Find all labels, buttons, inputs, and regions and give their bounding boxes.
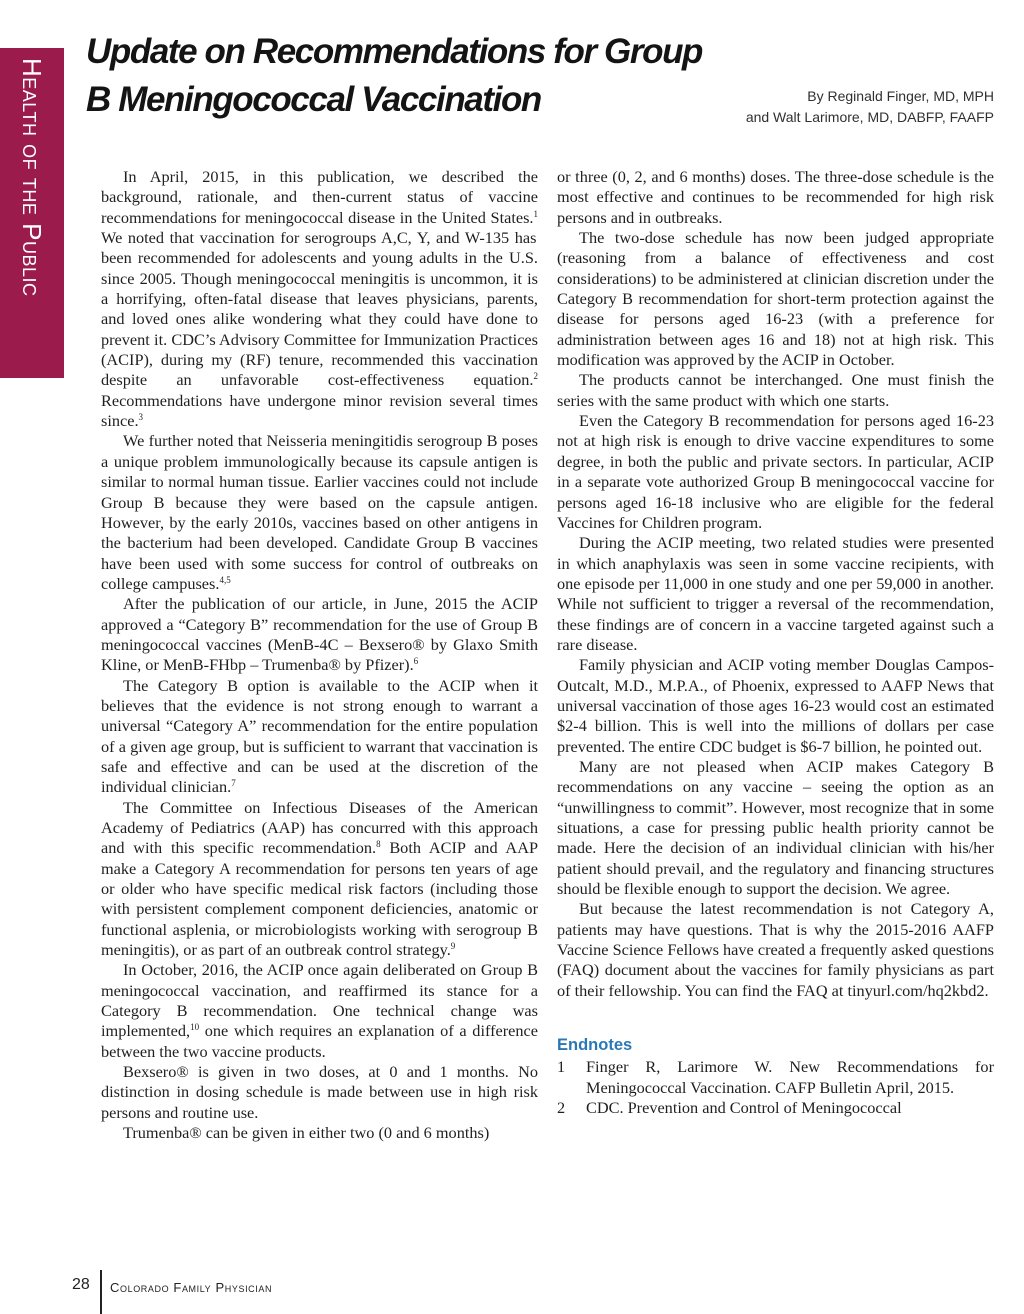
paragraph: Bexsero® is given in two doses, at 0 and 1 months. No distinction in dosing schedule is made between use in high risk persons and routine use. — [101, 1062, 538, 1122]
magazine-name: Colorado Family Physician — [110, 1280, 273, 1295]
paragraph: Family physician and ACIP voting member Douglas Campos-Outcalt, M.D., M.P.A., of Phoenix, expressed to AAFP News that universal vaccination of those ages 16-23 would cost an estimated $2-4 billion. This is well into the millions of dollars per case prevented. The entire CDC budget is $6-7 billion, he pointed out. — [557, 655, 994, 756]
citation: 2 — [533, 371, 538, 382]
paragraph: The Category B option is available to the ACIP when it believes that the evidence is not strong enough to warrant a universal “Category A” recommendation for the entire population of a given age group, but is sufficient to warrant that vaccination is safe and effective and can be used at the discretion of the individual clinician.$^7$ — [101, 675, 538, 797]
paragraph: In October, 2016, the ACIP once again deliberated on Group B meningococcal vaccination, and reaffirmed its stance for a Category B recommendation. One technical change was implemented,$^{10}$ one which requires an explanation of a difference between the two vaccine products. — [101, 960, 538, 1061]
paragraph: The two-dose schedule has now been judged appropriate (reasoning from a balance of effectiveness and cost considerations) to be administered at clinician discretion under the Category B recommendation for short-term protection against the disease for persons aged 16-23 (with a preference for administration between ages 16 and 18) not at high risk. This modification was approved by the ACIP in October. — [557, 228, 994, 370]
endnote-number: 2 — [557, 1098, 566, 1118]
citation: 3 — [138, 412, 144, 423]
citation: 10 — [190, 1022, 200, 1033]
section-label: Health of the Public — [17, 58, 47, 297]
endnote-item — [557, 1098, 994, 1118]
paragraph: After the publication of our article, in June, 2015 the ACIP approved a “Category B” recommendation for the use of Group B meningococcal vaccines (MenB-4C – Bexsero® by Glaxo Smith Kline, or MenB-FHbp – Trumenba® by Pfizer).$^6$ — [101, 594, 538, 675]
endnote-item — [557, 1057, 994, 1098]
citation: 6 — [413, 656, 419, 667]
byline — [746, 86, 994, 128]
footer-divider — [100, 1270, 102, 1314]
right-column — [557, 167, 994, 1118]
endnote-text: Finger R, Larimore W. New Recommendations for Meningococcal Vaccination. CAFP Bulletin April, 2015. — [586, 1057, 994, 1097]
endnote-text: CDC. Prevention and Control of Meningococcal — [586, 1098, 902, 1118]
citation: 7 — [231, 778, 236, 789]
byline-line-2: and Walt Larimore, MD, DABFP, FAAFP — [745, 109, 994, 125]
citation: 1 — [533, 208, 538, 219]
paragraph: But because the latest recommendation is not Category A, patients may have questions. That is why the 2015-2016 AAFP Vaccine Science Fellows have created a frequently asked questions (FAQ) document about the vaccines for family physicians as part of their fellowship. You can find the FAQ at tinyurl.com/hq2kbd2. — [557, 899, 994, 1000]
citation: 4,5 — [219, 574, 231, 585]
byline-line-1: By Reginald Finger, MD, MPH — [807, 88, 994, 104]
paragraph: In April, 2015, in this publication, we described the background, rationale, and then-current status of vaccine recommendations for meningococcal disease in the United States.$^1$ We noted that vaccination for serogroups A,C, Y, and W-135 has been recommended for adolescents and young adults in the U.S. since 2005. Though meningococcal meningitis is uncommon, it is a horrifying, often-fatal disease that leaves physicians, parents, and loved ones alike wondering what they could have done to prevent it. CDC’s Advisory Committee for Immunization Practices (ACIP), during my (RF) tenure, recommended this vaccination despite an unfavorable cost-effectiveness equation.$^2$ Recommendations have undergone minor revision several times since.$^3$ — [101, 167, 538, 431]
paragraph: Trumenba® can be given in either two (0 and 6 months) — [123, 1123, 490, 1143]
paragraph: The products cannot be interchanged. One must finish the series with the same product with which one starts. — [557, 370, 994, 410]
article-title: Update on Recommendations for Group B Meningococcal Vaccination — [86, 32, 703, 119]
paragraph: or three (0, 2, and 6 months) doses. The three-dose schedule is the most effective and continues to be recommended for high risk persons and in outbreaks. — [557, 167, 994, 227]
paragraph: During the ACIP meeting, two related studies were presented in which anaphylaxis was seen in some vaccine recipients, with one episode per 11,000 in one study and one per 59,000 in another. While not sufficient to trigger a reversal of the recommendation, these findings are of concern in a vaccine targeted against such a rare disease. — [557, 533, 994, 654]
paragraph: We further noted that Neisseria meningitidis serogroup B poses a unique problem immunologically because its capsule antigen is similar to normal human tissue. Earlier vaccines could not include Group B because they were based on the capsule antigen. However, by the early 2010s, vaccines based on other antigens in the bacterium had been developed. Candidate Group B vaccines have been used with some success for control of outbreaks on college campuses.$^{4,5}$ — [101, 431, 538, 593]
citation: 9 — [450, 941, 456, 952]
left-column — [101, 167, 538, 1144]
citation: 8 — [376, 839, 381, 850]
paragraph: The Committee on Infectious Diseases of the American Academy of Pediatrics (AAP) has concurred with this approach and with this specific recommendation.$^8$ Both ACIP and AAP make a Category A recommendation for persons ten years of age or older who have specific medical risk factors (including those with persistent complement component deficiencies, anatomic or functional asplenia, or microbiologists working with serogroup B meningitis), or as part of an outbreak control strategy.$^9$ — [101, 797, 539, 960]
paragraph: Even the Category B recommendation for persons aged 16-23 not at high risk is enough to drive vaccine expenditures to some degree, in both the public and private sectors. In particular, ACIP in a separate vote authorized Group B meningococcal vaccine for persons aged 16-18 inclusive who are eligible for the federal Vaccines for Children program. — [557, 411, 994, 532]
endnote-number: 1 — [557, 1057, 566, 1077]
page-number: 28 — [72, 1276, 90, 1293]
endnotes-heading: Endnotes — [557, 1036, 633, 1055]
paragraph: Many are not pleased when ACIP makes Category B recommendations on any vaccine – seeing the option as an “unwillingness to commit”. However, most recognize that in some situations, a case for pressing public health priority cannot be made. Here the decision of an individual clinician with his/her patient should prevail, and the regulatory and financing structures should be flexible enough to support the decision. We agree. — [557, 756, 994, 899]
